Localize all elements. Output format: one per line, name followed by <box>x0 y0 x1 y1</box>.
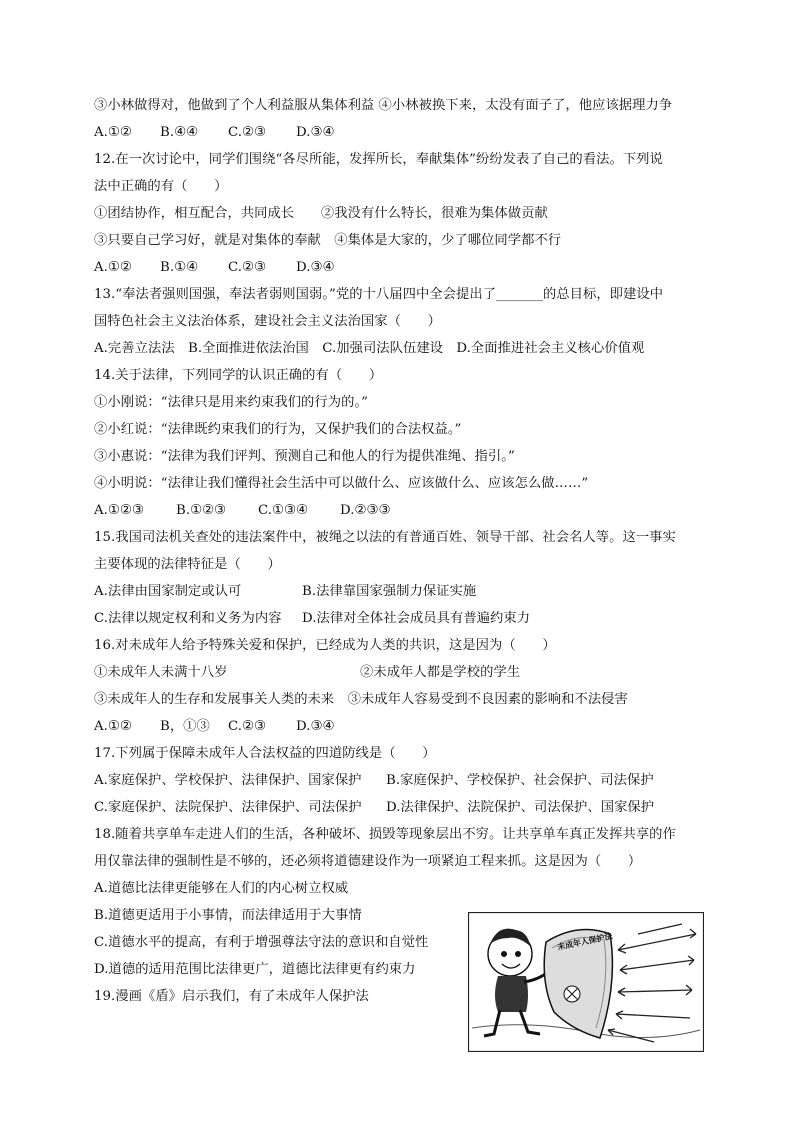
choice-c: C.①③④ <box>258 503 308 518</box>
choice-c: C.②③ <box>228 260 266 275</box>
choice-d: D.③④ <box>296 260 335 275</box>
q14-item-2: ②小红说：“法律既约束我们的行为，又保护我们的合法权益。” <box>94 422 462 437</box>
q16-items-1-2 <box>94 665 520 681</box>
choice-a: A.①② <box>94 125 132 140</box>
choice-a: A.家庭保护、学校保护、法律保护、国家保护 <box>94 773 362 788</box>
q12-stem-line2: 法中正确的有（ ） <box>94 179 228 194</box>
q16-stem: 16.对未成年人给予特殊关爱和保护，已经成为人类的共识，这是因为（ ） <box>94 638 556 653</box>
choice-b: B.法律靠国家强制力保证实施 <box>302 584 477 599</box>
q12-stem-line1: 12.在一次讨论中，同学们围绕“各尽所能，发挥所长，奉献集体”纷纷发表了自己的看法。下列说 <box>94 152 663 167</box>
choice-a: A.法律由国家制定或认可 <box>94 584 242 599</box>
q18-choice-d: D.道德的适用范围比法律更广，道德比法律更有约束力 <box>94 962 416 977</box>
choice-d: D.③④ <box>296 719 335 734</box>
choice-b: B.家庭保护、学校保护、社会保护、司法保护 <box>386 773 654 788</box>
q15-stem-line2: 主要体现的法律特征是（ ） <box>94 557 281 572</box>
choice-a: A.①②③ <box>94 503 144 518</box>
shield-label: 未成年人保护法 <box>556 931 614 952</box>
q12-items-1-2: ①团结协作，相互配合，共同成长 ②我没有什么特长，很难为集体做贡献 <box>94 206 548 221</box>
choice-c: C.②③ <box>228 719 266 734</box>
q14-item-1: ①小刚说：“法律只是用来约束我们的行为的。” <box>94 395 368 410</box>
q15-stem-line1: 15.我国司法机关查处的违法案件中，被绳之以法的有普通百姓、领导干部、社会名人等。这一事实 <box>94 530 676 545</box>
q11-choices <box>94 125 334 141</box>
choice-b: B.④④ <box>160 125 199 140</box>
q17-stem: 17.下列属于保障未成年人合法权益的四道防线是（ ） <box>94 746 436 761</box>
choice-b: B.①②③ <box>176 503 227 518</box>
choice-c: C.家庭保护、法院保护、法律保护、司法保护 <box>94 800 362 815</box>
q18-stem-line1: 18.随着共享单车走进人们的生活，各种破坏、损毁等现象层出不穷。让共享单车真正发挥共享的作 <box>94 827 676 842</box>
choice-b: B.①④ <box>160 260 199 275</box>
choice-a: A.①② <box>94 719 132 734</box>
choice-d: D.②③③ <box>340 503 391 518</box>
q15-choices-cd <box>94 611 530 627</box>
q16-choices <box>94 719 334 735</box>
q11-item-3-4: ③小林做得对，他做到了个人利益服从集体利益 ④小林被换下来，太没有面子了，他应该据理力争 <box>94 98 673 113</box>
q16-items-3-4: ③未成年人的生存和发展事关人类的未来 ③未成年人容易受到不良因素的影响和不法侵害 <box>94 692 628 707</box>
q15-choices-ab <box>94 584 476 600</box>
choice-b: B，①③ <box>160 719 210 734</box>
q18-choice-c: C.道德水平的提高，有利于增强尊法守法的意识和自觉性 <box>94 935 429 950</box>
q14-choices <box>94 503 390 519</box>
choice-d: D.法律保护、法院保护、司法保护、国家保护 <box>386 800 655 815</box>
q14-item-3: ③小惠说：“法律为我们评判、预测自己和他人的行为提供准绳、指引。” <box>94 449 515 464</box>
q12-items-3-4: ③只要自己学习好，就是对集体的奉献 ④集体是大家的，少了哪位同学都不行 <box>94 233 562 248</box>
item-2: ②未成年人都是学校的学生 <box>360 665 521 680</box>
q13-stem-line2: 国特色社会主义法治体系，建设社会主义法治国家（ ） <box>94 314 442 329</box>
choice-c: C.②③ <box>228 125 266 140</box>
item-1: ①未成年人未满十八岁 <box>94 665 228 680</box>
choice-a: A.①② <box>94 260 132 275</box>
choice-d: D.法律对全体社会成员具有普遍约束力 <box>302 611 531 626</box>
q18-choice-a: A.道德比法律更能够在人们的内心树立权威 <box>94 881 349 896</box>
choice-c: C.法律以规定权利和义务为内容 <box>94 611 282 626</box>
q18-stem-line2: 用仅靠法律的强制性是不够的，还必须将道德建设作为一项紧迫工程来抓。这是因为（ ） <box>94 854 642 869</box>
q19-stem: 19.漫画《盾》启示我们，有了未成年人保护法 <box>94 989 369 1004</box>
q12-choices <box>94 260 334 276</box>
q14-item-4: ④小明说：“法律让我们懂得社会生活中可以做什么、应该做什么、应该怎么做……” <box>94 476 589 491</box>
shield-cartoon <box>468 912 704 1052</box>
q17-choices-ab <box>94 773 654 789</box>
q14-stem: 14.关于法律，下列同学的认识正确的有（ ） <box>94 368 383 383</box>
q17-choices-cd <box>94 800 654 816</box>
q13-stem-line1: 13.“奉法者强则国强，奉法者弱则国弱。”党的十八届四中全会提出了_______的总目标，即建设中 <box>94 287 664 302</box>
choice-d: D.③④ <box>296 125 335 140</box>
q18-choice-b: B.道德更适用于小事情，而法律适用于大事情 <box>94 908 362 923</box>
q13-choices: A.完善立法法 B.全面推进依法治国 C.加强司法队伍建设 D.全面推进社会主义核心价值观 <box>94 341 645 356</box>
